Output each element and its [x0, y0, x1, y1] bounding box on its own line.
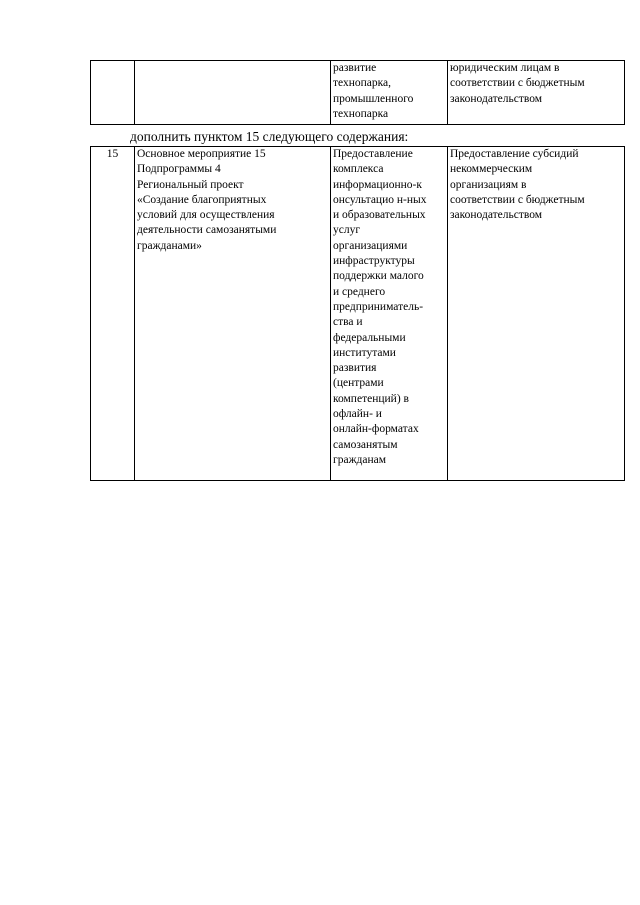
content-cell: Предоставление комплекса информационно-к онсультацио н-ных и образовательных услуг организациями инфраструктуры поддержки малого и среднего предприниматель- ства и федеральными институтами развития (центрами компетенций) в офлайн- и онлайн-форматах самозанятым гражданам: [331, 147, 448, 481]
table-continuation: [90, 60, 625, 125]
event-cell: [135, 61, 331, 125]
content-cell: развитие технопарка, промышленного технопарка: [331, 61, 448, 125]
table-new-item: [90, 146, 625, 481]
mechanism-cell: юридическим лицам в соответствии с бюджетным законодательством: [448, 61, 625, 125]
row-number-cell: [91, 61, 135, 125]
addendum-line: дополнить пунктом 15 следующего содержания:: [130, 129, 409, 144]
mechanism-cell: Предоставление субсидий некоммерческим организациям в соответствии с бюджетным законодательством: [448, 147, 625, 481]
table-row: [91, 147, 625, 481]
table-row: [91, 61, 625, 125]
row-number-cell: 15: [91, 147, 135, 481]
event-cell: Основное мероприятие 15 Подпрограммы 4 Региональный проект «Создание благоприятных условий для осуществления деятельности самозанятыми гражданами»: [135, 147, 331, 481]
